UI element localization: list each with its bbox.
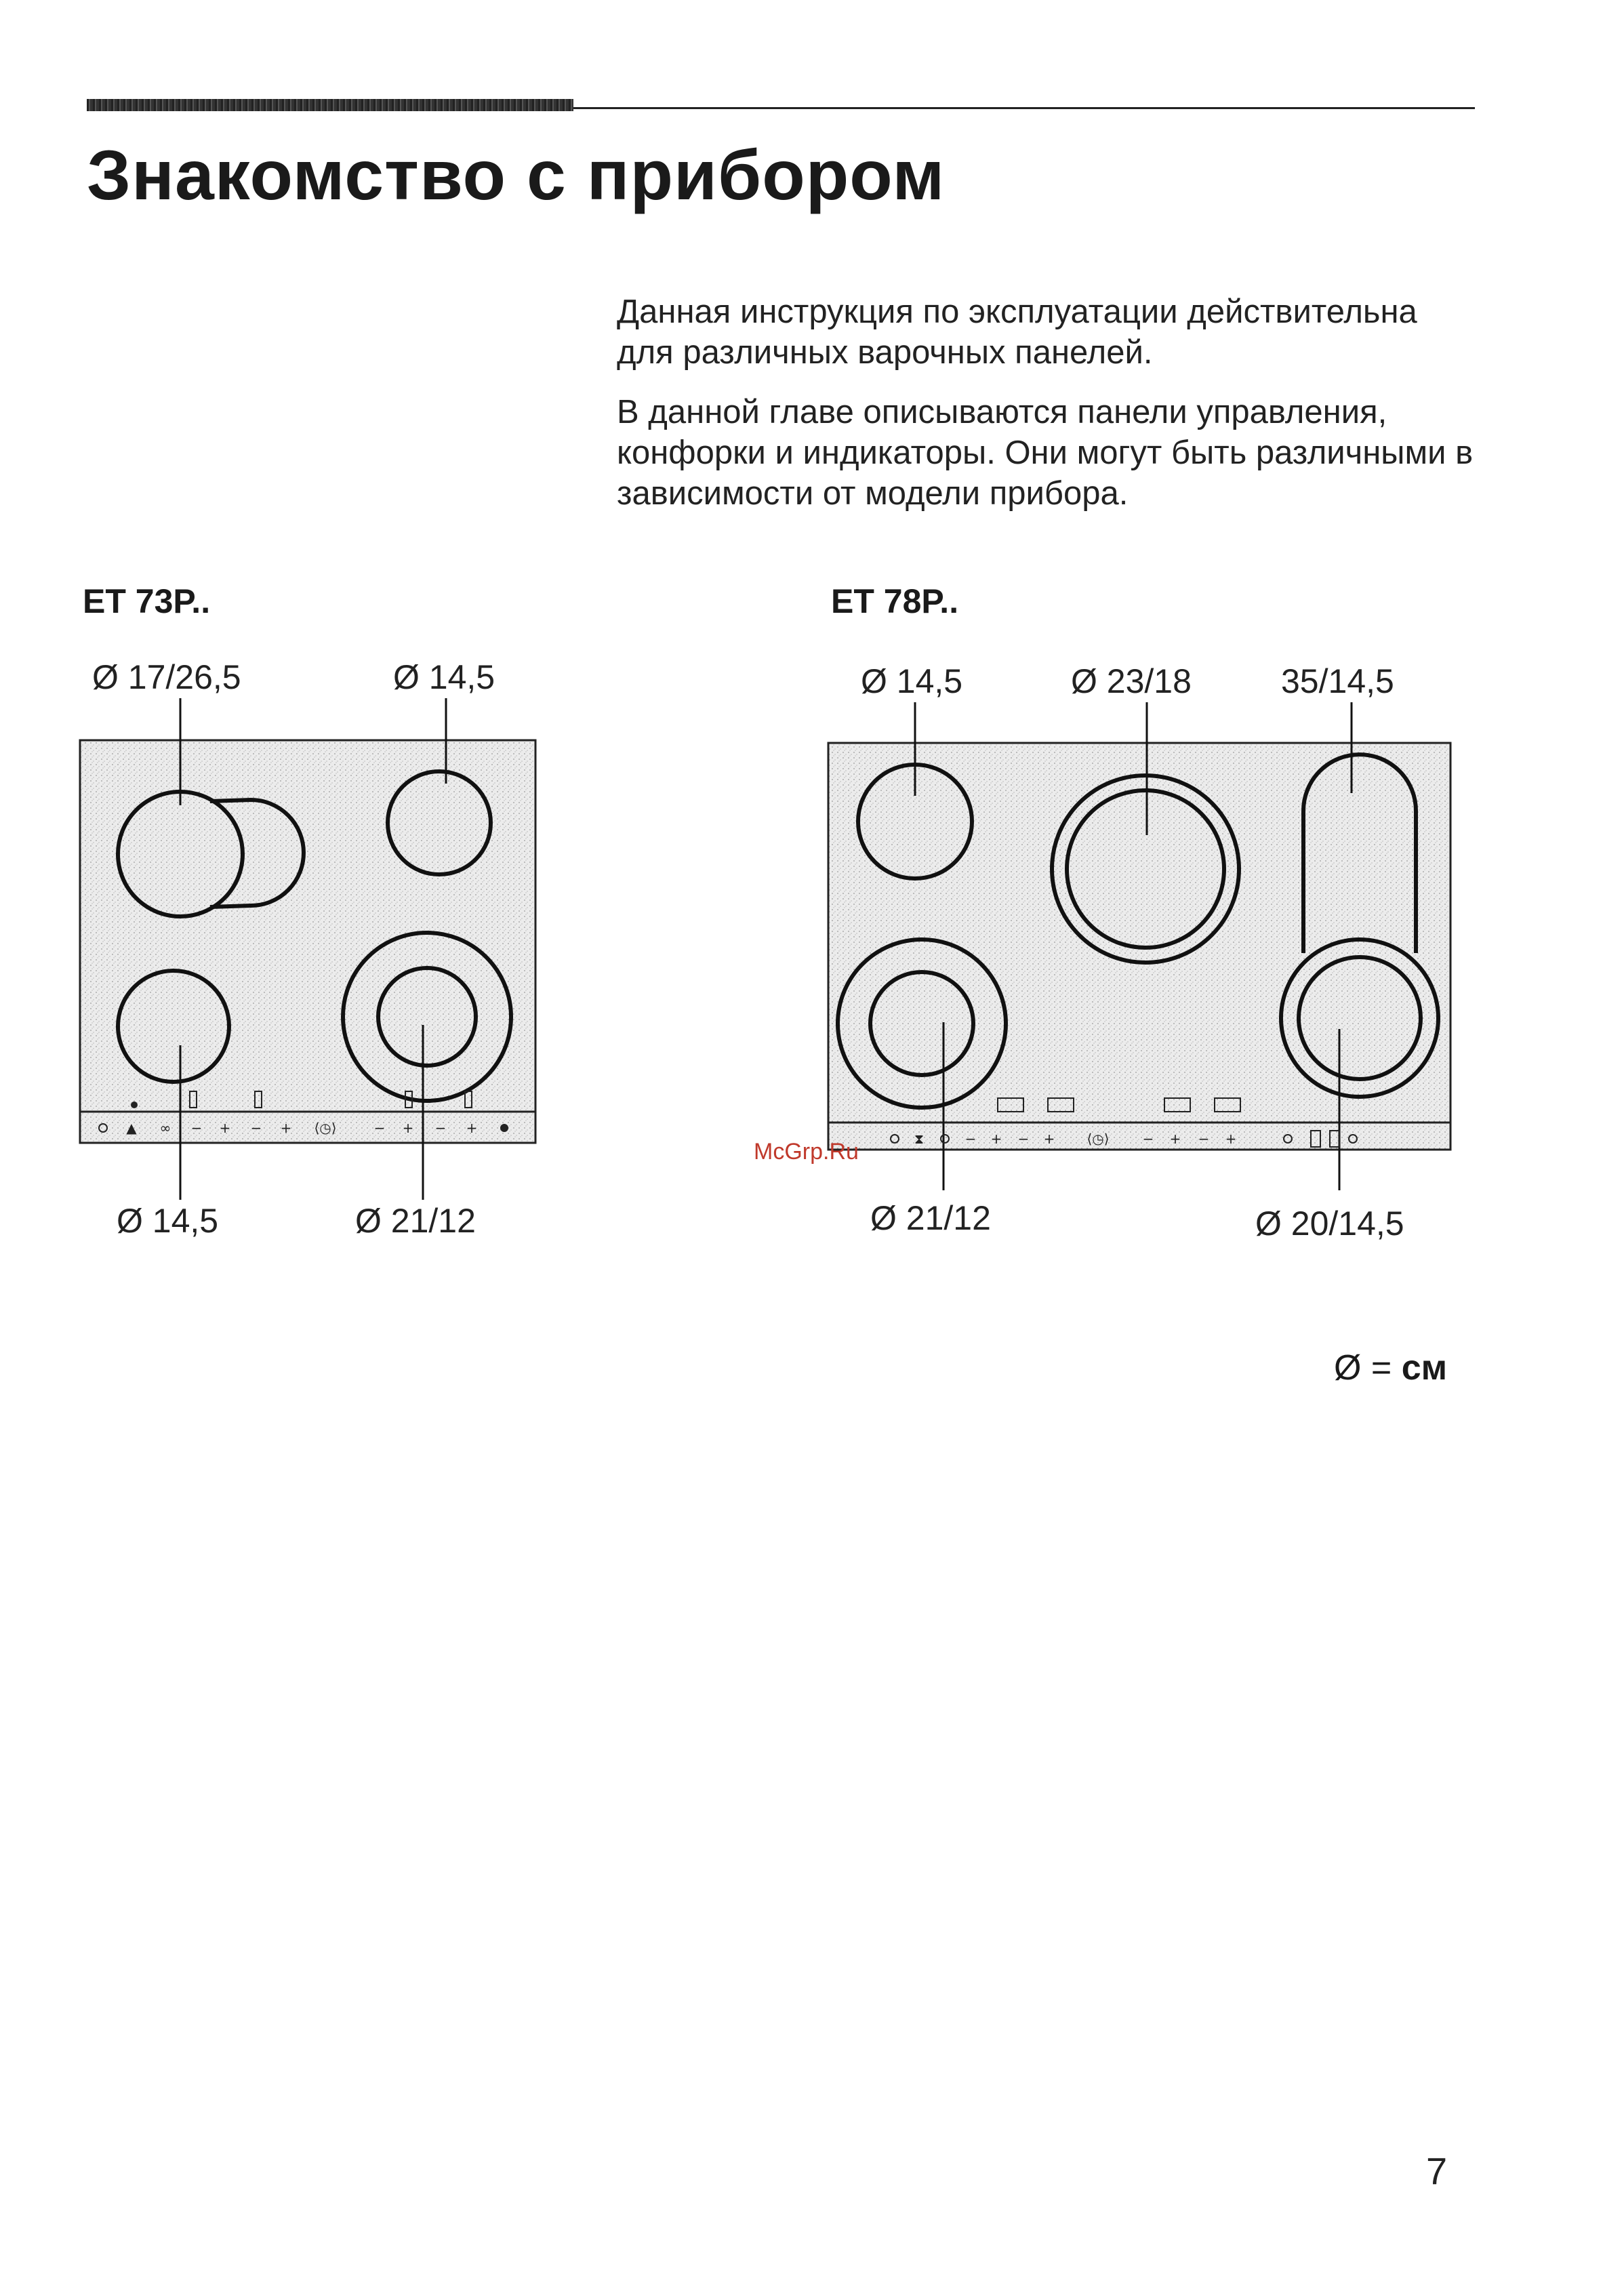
lock-symbol: ▲ [126,1120,137,1136]
indicator [131,1102,138,1108]
timer-symbol: ⟨◷⟩ [314,1120,337,1136]
minus-2: − [250,1120,262,1136]
plus-4: + [1225,1131,1237,1147]
plus-3: + [402,1120,414,1136]
legend-symbol: Ø [1334,1348,1362,1388]
header-rule-thin [573,107,1475,109]
minus-2: − [1017,1131,1030,1147]
minus-3: − [373,1120,386,1136]
plus-3: + [1169,1131,1181,1147]
page-number: 7 [1426,2149,1448,2192]
hob-diagram-et73p [68,698,556,1200]
legend-unit: см [1401,1348,1448,1388]
header-rule-thick [87,99,573,111]
model-name-et73p: ET 73P.. [83,582,211,620]
timer-symbol: ⟨◷⟩ [1087,1131,1110,1147]
minus-4: − [434,1120,447,1136]
legend [1334,1348,1447,1388]
lock-symbol: ⧗ [914,1131,925,1147]
minus-1: − [965,1131,977,1147]
label-et78-bottom-left: Ø 21/12 [870,1199,991,1237]
minus-3: − [1142,1131,1154,1147]
label-et73-bottom-right: Ø 21/12 [355,1202,476,1240]
memory-symbol: ∞ [159,1120,171,1136]
hob-diagram-et78p [820,702,1457,1204]
legend-equals: = [1371,1348,1392,1388]
plus-2: + [1043,1131,1055,1147]
intro-paragraph-1: Данная инструкция по эксплуатации действительна для различных варочных панелей. [617,294,1417,371]
label-et78-top-right: 35/14,5 [1281,662,1394,700]
plus-1: + [990,1131,1002,1147]
plus-2: + [280,1120,292,1136]
watermark: McGrp.Ru [754,1139,859,1165]
label-et78-top-center: Ø 23/18 [1071,662,1192,700]
model-name-et78p: ET 78P.. [831,582,959,620]
intro-text [617,291,1478,533]
page-title: Знакомство с прибором [87,136,946,215]
label-et78-bottom-right: Ø 20/14,5 [1255,1205,1404,1242]
label-et73-top-left: Ø 17/26,5 [92,658,241,696]
intro-paragraph-2: В данной главе описываются панели управления, конфорки и индикаторы. Они могут быть различными в зависимости от модели прибора. [617,394,1474,512]
label-et78-top-left: Ø 14,5 [861,662,963,700]
label-et73-top-right: Ø 14,5 [393,658,495,696]
minus-4: − [1198,1131,1210,1147]
main-switch-symbol [500,1124,508,1132]
plus-1: + [219,1120,231,1136]
plus-4: + [466,1120,478,1136]
minus-1: − [190,1120,203,1136]
label-et73-bottom-left: Ø 14,5 [117,1202,219,1240]
